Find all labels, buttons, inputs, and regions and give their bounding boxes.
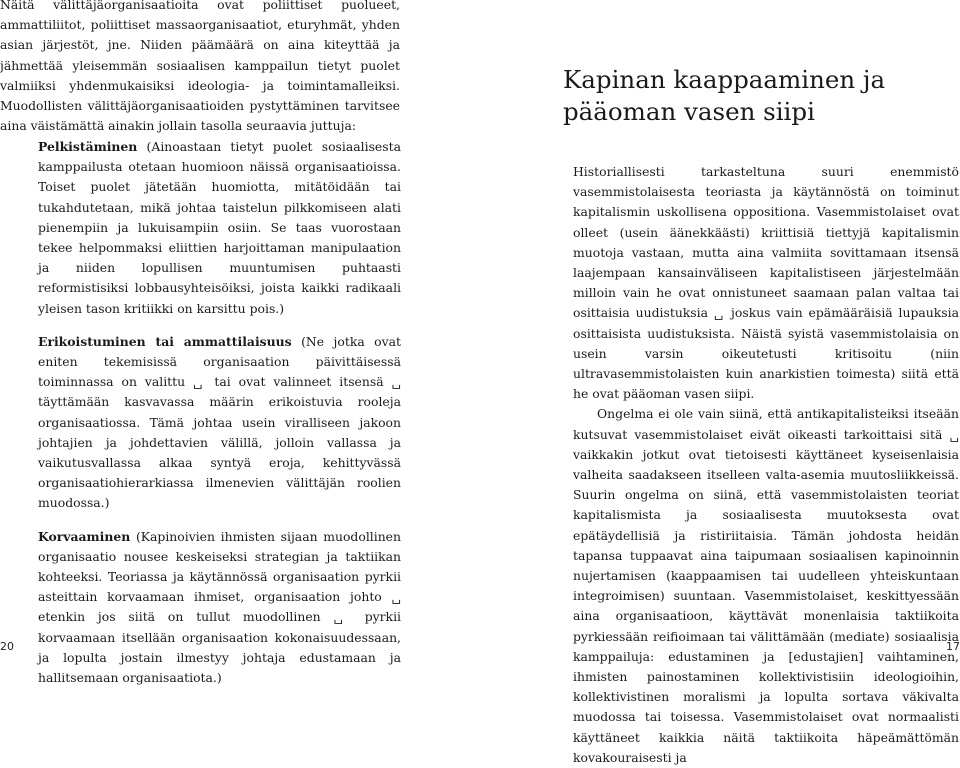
page-number-left: 20	[0, 640, 14, 653]
term-substitution: Korvaaminen	[38, 528, 131, 544]
right-page	[480, 0, 960, 765]
list-item-substitution	[38, 527, 401, 689]
body-paragraph-1: Historiallisesti tarkasteltuna suuri enemmistö vasemmistolaisesta teoriasta ja käytännöstä on toiminut kapitalismin uskollisena oppositiona. Vasemmistolaiset ovat olleet (usein äänekkäästi) kriittisiä tiettyjä kapitalismin muotoja vastaan, mutta aina valmiita sovittamaan itsensä laajempaan kansainväliseen kapitalistiseen järjestelmään milloin vain he ovat onnistuneet saamaan palan valtaa tai osittaisia uudistuksia ␣ joskus vain epämääräisiä lupauksia osittaisista uudistuksista. Näistä syistä vasemmistolaisia on usein varsin oikeutetusti kritisoitu (niin ultravasemmistolaisten kuin anarkistien toimesta) siitä että he ovat pääoman vasen siipi.	[573, 164, 959, 402]
list-item-specialization	[38, 332, 401, 514]
term-specialization: Erikoistuminen tai ammattilaisuus	[38, 333, 292, 349]
indented-list	[38, 137, 401, 701]
body-text-column	[573, 162, 959, 768]
intro-paragraph: Näitä välittäjäorganisaatioita ovat poliittiset puolueet, ammattiliitot, poliittiset massaorganisaatiot, eturyhmät, yhden asian järjestöt, jne. Niiden päämäärä on aina kiteyttää ja jähmettää yleisemmän sosiaalisen kamppailun tietyt puolet valmiiksi yhdenmukaisiksi ideologia- ja toimintamalleiksi. Muodollisten välittäjäorganisaatioiden pystyttäminen tarvitsee aina väistämättä ainakin jollain tasolla seuraavia juttuja:	[0, 0, 400, 134]
term-reduction: Pelkistäminen	[38, 139, 138, 154]
body-paragraph-2: Ongelma ei ole vain siinä, että antikapitalisteiksi itseään kutsuvat vasemmistolaiset eivät oikeasti tarkoittaisi sitä ␣ vaikkakin jotkut ovat tietoisesti käyttäneet kyseisenlaisia valheita saadakseen itselleen valta-asemia muutosliikkeissä. Suurin ongelma on siinä, että vasemmistolaisten teoriat kapitalismista ja sosiaalisesta muutoksesta ovat epätäydellisiä ja ristiriitaisia. Tämän johdosta heidän tapansa tuppaavat aina taipumaan sosiaalisen kapinoinnin nujertamisen (kaappaamisen tai uudelleen yhteiskuntaan integroimisen) suuntaan. Vasemmistolaiset, keskittyessään aina organisaatioon, käyttävät monenlaisia taktiikoita pyrkiessään reifioimaan tai välittämään (mediate) sosiaalisia kamppailuja: edustaminen ja [edustajien] vaihtaminen, ihmisten painostaminen kollektivistisiin ideologioihin, kollektivistinen moralismi ja lopulta sortava väkivalta muodossa tai toisessa. Vasemmistolaiset ovat normaalisti käyttäneet kaikkia näitä taktiikoita häpeämättömän kovakouraisesti ja	[573, 406, 959, 765]
reduction-text: (Ainoastaan tietyt puolet sosiaalisesta kamppailusta otetaan huomioon näissä organisaatioissa. Toiset puolet jätetään huomiotta, mitätöidään tai tukahdutetaan, mikä johtaa taistelun pilkkomiseen alati pienempiin ja lukuisampiin osiin. Se taas vuorostaan tekee helpommaksi eliittien harjoittaman manipulaation ja niiden lopullisen muuntumisen puhtaasti reformistisiksi lobbausyhteisöiksi, joista kaikki radikaali yleisen tason kritiikki on karsittu pois.)	[38, 139, 401, 316]
substitution-text: (Kapinoivien ihmisten sijaan muodollinen organisaatio nousee keskeiseksi strategian ja taktiikan kohteeksi. Teoriassa ja käytännössä organisaation pyrkii asteittain korvaamaan ihmiset, organisaation johto ␣ etenkin jos siitä on tullut muodollinen ␣ pyrkii korvaamaan itsellään organisaation kokonaisuudessaan, ja lopulta jostain ilmestyy johtaja edustamaan ja hallitsemaan organisaatiota.)	[38, 528, 401, 686]
left-page	[0, 0, 480, 686]
list-item-reduction	[38, 137, 401, 319]
page-number-right: 17	[946, 640, 960, 653]
chapter-heading: Kapinan kaappaaminen ja pääoman vasen siipi	[563, 65, 886, 126]
specialization-text: (Ne jotka ovat eniten tekemisissä organisaation päivittäisessä toiminnassa on valittu ␣ tai ovat valinneet itsensä ␣ täyttämään kasvavassa määrin erikoistuvia rooleja organisaatiossa. Tämä johtaa usein viralliseen jakoon johtajien ja johdettavien välillä, jolloin vallassa ja vaikutusvallassa alkaa syntyä eroja, kehittyvässä organisaatiohierarkiassa ilmenevien välittäjän roolien muodossa.)	[38, 333, 401, 511]
intro-text-column	[0, 0, 400, 136]
